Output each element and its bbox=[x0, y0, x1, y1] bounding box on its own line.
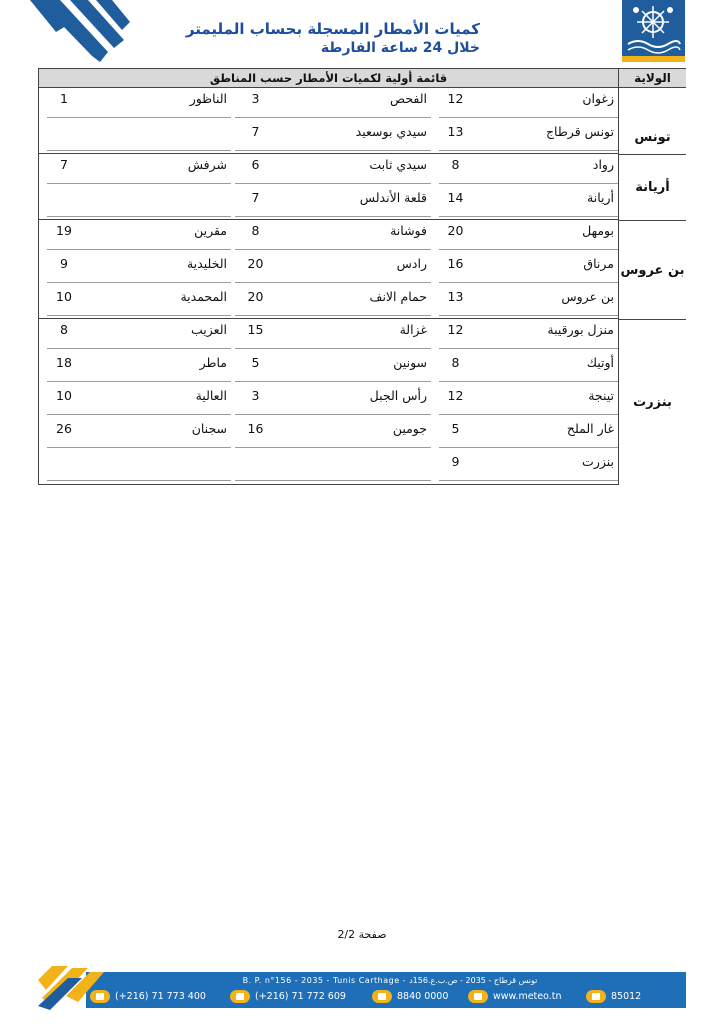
sms-icon bbox=[586, 990, 606, 1003]
page-number: صفحة 2/2 bbox=[337, 928, 387, 941]
rainfall-value: 15 bbox=[235, 319, 276, 349]
rainfall-value: 12 bbox=[439, 88, 472, 118]
station-name: رواد bbox=[472, 154, 618, 184]
station-name bbox=[276, 451, 431, 481]
table-row bbox=[39, 385, 618, 418]
document-title bbox=[150, 20, 480, 57]
rainfall-value: 12 bbox=[439, 385, 472, 415]
rainfall-value: 26 bbox=[47, 418, 81, 448]
header-title: قائمة أولية لكميات الأمطار حسب المناطق bbox=[39, 69, 618, 88]
rainfall-table bbox=[38, 68, 686, 485]
rainfall-value: 7 bbox=[235, 187, 276, 217]
website-link[interactable]: www.meteo.tn bbox=[493, 990, 562, 1002]
rainfall-value: 10 bbox=[47, 385, 81, 415]
rainfall-value: 16 bbox=[235, 418, 276, 448]
contact-phone bbox=[90, 988, 206, 1004]
rainfall-value: 6 bbox=[235, 154, 276, 184]
station-name: المحمدية bbox=[81, 286, 231, 316]
rainfall-value: 8 bbox=[235, 220, 276, 250]
rainfall-value: 13 bbox=[439, 286, 472, 316]
fax-number: (+216) 71 772 609 bbox=[255, 990, 346, 1002]
logo-emblem-icon bbox=[622, 0, 685, 56]
station-name: العالية bbox=[81, 385, 231, 415]
table-row bbox=[39, 451, 618, 484]
rainfall-value: 20 bbox=[235, 286, 276, 316]
rainfall-value: 3 bbox=[235, 88, 276, 118]
footer-address: B. P. n°156 - 2035 - Tunis Carthage - تونس قرطاج - 2035 - ص.ب.ع.156د bbox=[242, 976, 538, 985]
toll-free-number: 8840 0000 bbox=[397, 990, 449, 1002]
rainfall-value bbox=[47, 451, 81, 481]
station-name: سونين bbox=[276, 352, 431, 382]
station-name bbox=[81, 187, 231, 217]
table-row bbox=[39, 88, 618, 121]
rainfall-value: 12 bbox=[439, 319, 472, 349]
rainfall-value: 19 bbox=[47, 220, 81, 250]
rainfall-value: 8 bbox=[47, 319, 81, 349]
rainfall-value bbox=[47, 187, 81, 217]
brand-stripes-graphic bbox=[30, 0, 130, 70]
governorate-cell-blank bbox=[618, 88, 686, 121]
rainfall-value: 8 bbox=[439, 154, 472, 184]
station-name: سيدي ثابت bbox=[276, 154, 431, 184]
fax-icon bbox=[230, 990, 250, 1003]
contact-fax bbox=[230, 988, 346, 1004]
table-row bbox=[39, 352, 618, 385]
table-row bbox=[39, 286, 618, 319]
rainfall-value: 16 bbox=[439, 253, 472, 283]
station-name: جومين bbox=[276, 418, 431, 448]
rainfall-value: 10 bbox=[47, 286, 81, 316]
contact-toll-free bbox=[372, 988, 448, 1004]
table-row bbox=[39, 187, 618, 220]
header-governorate: الولاية bbox=[618, 69, 686, 88]
rainfall-value: 20 bbox=[439, 220, 472, 250]
rainfall-value: 13 bbox=[439, 121, 472, 151]
governorate-cell: أريانة bbox=[618, 154, 686, 220]
table-row bbox=[39, 319, 618, 352]
station-name: قلعة الأندلس bbox=[276, 187, 431, 217]
rainfall-value bbox=[47, 121, 81, 151]
rainfall-value: 1 bbox=[47, 88, 81, 118]
rainfall-value: 8 bbox=[439, 352, 472, 382]
table-row bbox=[39, 220, 618, 253]
contact-sms bbox=[586, 988, 641, 1004]
station-name: رأس الجبل bbox=[276, 385, 431, 415]
globe-icon bbox=[468, 990, 488, 1003]
station-name: سيدي بوسعيد bbox=[276, 121, 431, 151]
governorate-cell: بنزرت bbox=[618, 319, 686, 485]
institute-logo bbox=[622, 0, 685, 62]
station-name: منزل بورقيبة bbox=[472, 319, 618, 349]
station-name: مقرين bbox=[81, 220, 231, 250]
rainfall-value: 9 bbox=[47, 253, 81, 283]
governorate-cell: تونس bbox=[618, 121, 686, 154]
rainfall-value: 20 bbox=[235, 253, 276, 283]
governorate-cell: بن عروس bbox=[618, 220, 686, 319]
station-name: بن عروس bbox=[472, 286, 618, 316]
rainfall-value bbox=[235, 451, 276, 481]
phone-icon bbox=[90, 990, 110, 1003]
rainfall-value: 14 bbox=[439, 187, 472, 217]
table-row bbox=[39, 154, 618, 187]
rainfall-value: 7 bbox=[47, 154, 81, 184]
station-name: أريانة bbox=[472, 187, 618, 217]
station-name: غزالة bbox=[276, 319, 431, 349]
station-name: غار الملح bbox=[472, 418, 618, 448]
station-name: شرفش bbox=[81, 154, 231, 184]
station-name: بنزرت bbox=[472, 451, 618, 481]
contact-website bbox=[468, 988, 562, 1004]
station-name: تونس قرطاج bbox=[472, 121, 618, 151]
station-name: سجنان bbox=[81, 418, 231, 448]
phone-number: (+216) 71 773 400 bbox=[115, 990, 206, 1002]
station-name: أوتيك bbox=[472, 352, 618, 382]
station-name: رادس bbox=[276, 253, 431, 283]
title-line-1: كميات الأمطار المسجلة بحساب المليمتر bbox=[185, 20, 480, 38]
station-name: الفحص bbox=[276, 88, 431, 118]
station-name: فوشانة bbox=[276, 220, 431, 250]
station-name: بومهل bbox=[472, 220, 618, 250]
station-name bbox=[81, 451, 231, 481]
sms-number: 85012 bbox=[611, 990, 642, 1002]
station-name: زغوان bbox=[472, 88, 618, 118]
station-name: الناظور bbox=[81, 88, 231, 118]
rainfall-value: 9 bbox=[439, 451, 472, 481]
station-name: العزيب bbox=[81, 319, 231, 349]
station-name: مرناق bbox=[472, 253, 618, 283]
rainfall-value: 5 bbox=[235, 352, 276, 382]
rainfall-value: 5 bbox=[439, 418, 472, 448]
title-line-2: خلال 24 ساعة الفارطة bbox=[320, 40, 480, 56]
footer-contacts bbox=[90, 988, 686, 1004]
station-name bbox=[81, 121, 231, 151]
table-row bbox=[39, 121, 618, 154]
station-name: تينجة bbox=[472, 385, 618, 415]
station-name: الخليدية bbox=[81, 253, 231, 283]
rainfall-value: 7 bbox=[235, 121, 276, 151]
toll-free-icon bbox=[372, 990, 392, 1003]
table-row bbox=[39, 253, 618, 286]
station-name: حمام الانف bbox=[276, 286, 431, 316]
table-row bbox=[39, 418, 618, 451]
station-name: ماطر bbox=[81, 352, 231, 382]
rainfall-value: 18 bbox=[47, 352, 81, 382]
rainfall-value: 3 bbox=[235, 385, 276, 415]
